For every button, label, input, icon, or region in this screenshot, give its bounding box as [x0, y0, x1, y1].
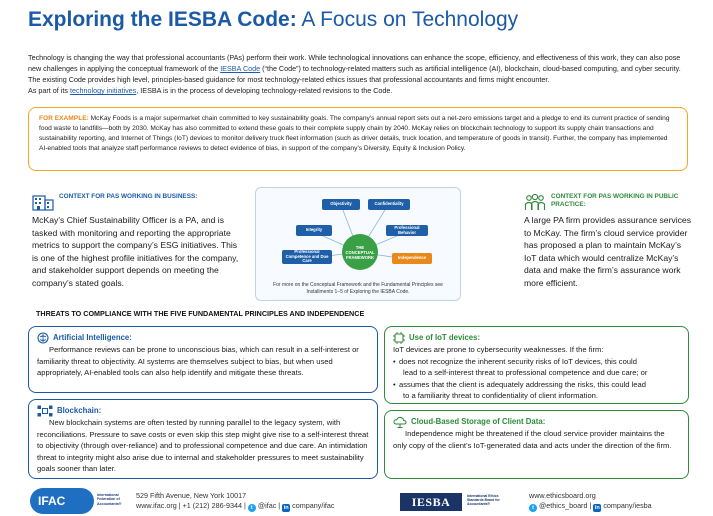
context-business — [32, 193, 242, 290]
cloud-card — [384, 410, 689, 479]
iesba-web[interactable]: www.ethicsboard.org — [529, 491, 596, 500]
ifac-contact-line: www.ifac.org | +1 (212) 286-9344 | t @ifac | in company/ifac — [136, 501, 335, 511]
blockchain-network-icon — [37, 405, 53, 417]
context-public-practice — [524, 193, 694, 290]
ai-heading: Artificial Intelligence: — [53, 333, 132, 342]
ifac-contact[interactable]: www.ifac.org | +1 (212) 286-9344 | — [136, 501, 246, 510]
iot-intro: IoT devices are prone to cybersecurity weaknesses. If the firm: — [393, 345, 604, 354]
iot-bullet-2-first: assumes that the client is adequately addressing the risks, this could lead — [399, 379, 646, 389]
diagram-box-independence: Independence — [392, 253, 432, 264]
ai-text-first: Performance reviews can be prone to unconscious bias, which can result in a — [49, 345, 309, 354]
ai-card — [28, 326, 378, 393]
ifac-logo-subtitle: International Federation of Accountants® — [97, 493, 122, 506]
blockchain-text — [37, 417, 369, 475]
intro-p2a-text: As part of its — [28, 86, 68, 95]
blockchain-card — [28, 399, 378, 479]
cloud-text-rest: maintains the only copy of the client’s IoT-generated data and acts under the direction of the firm. — [393, 429, 672, 450]
iesba-social-line — [529, 501, 652, 512]
ifac-twitter[interactable]: @ifac — [257, 501, 277, 510]
intro-p1b-text: (“the Code”) to technology-related matters such as artificial intelligence (AI), blockchain, cloud-based computing, and cyber security. The existing Code provides high level, principles-based guidance for most technology-related ethics issues that professional accountants and firms might encounter. — [28, 64, 681, 84]
diagram-caption: For more on the Conceptual Framework and the Fundamental Principles see Installments 1–5 of Exploring the IESBA Code. — [273, 282, 443, 295]
linkedin-icon[interactable]: in — [594, 505, 600, 511]
iot-bullet-1-first: does not recognize the inherent security risks of IoT devices, this could — [399, 356, 637, 366]
ifac-logo[interactable]: IFAC — [30, 488, 94, 514]
conceptual-framework-diagram — [255, 187, 461, 301]
diagram-box-professional-behavior: Professional Behavior — [386, 225, 428, 236]
iot-heading: Use of IoT devices: — [409, 333, 481, 342]
diagram-box-confidentiality: Confidentiality — [368, 199, 410, 210]
iot-bullet-1-rest: lead to a self-interest threat to professional competence and due care; or — [403, 368, 648, 378]
intro-text — [28, 52, 688, 96]
cloud-text — [393, 428, 680, 451]
page-title-light: A Focus on Technology — [301, 8, 519, 31]
blockchain-heading: Blockchain: — [57, 406, 102, 415]
intro-p1-text: Technology is changing the way that professional accountants (PAs) perform their work. While technological innovations can enhance the scope, efficiency, and effectiveness of this work, they can also pose new challenges in applying the conceptual framework of the — [28, 53, 681, 73]
iot-card — [384, 326, 689, 404]
ai-text-rest: self-interest or familiarity threat to objectivity. AI systems are themselves subject to bias, but when used appropriately, AI-enabled tools can also help identify and mitigate these threats. — [37, 345, 359, 378]
diagram-hub: THE CONCEPTUAL FRAMEWORK — [342, 234, 378, 270]
iot-bullet-2-rest: to a familiarity threat to confidentiality of client information. — [403, 391, 598, 401]
cloud-heading: Cloud-Based Storage of Client Data: — [411, 417, 546, 426]
blockchain-text-first: New blockchain systems are often tested by running parallel to the legacy — [49, 418, 297, 427]
iot-bullets — [393, 356, 680, 402]
ai-card-header — [37, 332, 369, 344]
context-practice-text: A large PA firm provides assurance services to McKay. The firm’s cloud service provider has proposed a plan to maintain McKay’s IoT data which would centralize McKay’s data and make the firm’s assurance work more efficient. — [524, 215, 692, 288]
iesba-linkedin[interactable]: company/iesba — [603, 501, 652, 510]
iesba-code-link[interactable]: IESBA Code — [220, 64, 261, 73]
page-title — [28, 8, 518, 32]
blockchain-card-header — [37, 405, 369, 417]
context-business-text: McKay’s Chief Sustainability Officer is a PA, and is tasked with monitoring and reporting the appropriate metrics to support the company’s ESG initiatives. This is one of the highest profile initiatives for the company, and stakeholder support depends on meeting the company’s stated goals. — [32, 215, 239, 288]
office-building-icon — [32, 193, 54, 211]
example-box — [28, 107, 688, 171]
example-text: McKay Foods is a major supermarket chain committed to key sustainability goals. The company’s annual report sets out a net-zero emissions target and a pledge to end its current practice of sending food waste to landfills—both by 2030. McKay has also committed to extend these goals to their complete supply chain by 2040. McKay relies on blockchain technology to support its supply chain transactions and sustainability reporting, and Internet of Things (IoT) devices to monitor delivery truck fleet information (such as driver details, truck location, and temperature of goods in transit). Further, the company has implemented AI-enabled tools that analyze staff performance reviews to detect evidence of bias, in support of the company’s Diversity, Equity & Inclusion Policy. — [39, 115, 670, 152]
context-business-heading-text: CONTEXT FOR PAS WORKING IN BUSINESS: — [59, 193, 198, 200]
iesba-twitter[interactable]: @ethics_board | — [539, 501, 592, 510]
context-practice-heading — [524, 193, 694, 211]
brain-icon — [37, 332, 49, 344]
iot-bullet — [393, 356, 680, 379]
ai-text — [37, 344, 369, 379]
footer — [0, 488, 713, 516]
intro-paragraph-2 — [28, 85, 688, 96]
ifac-linkedin[interactable]: company/ifac — [292, 501, 335, 510]
iot-bullet — [393, 379, 680, 402]
diagram-box-competence: Professional Competence and Due Care — [282, 250, 332, 264]
threats-title: THREATS TO COMPLIANCE WITH THE FIVE FUNDAMENTAL PRINCIPLES AND INDEPENDENCE — [36, 309, 365, 318]
technology-initiatives-link[interactable]: technology initiatives — [69, 86, 137, 95]
iot-device-icon — [393, 332, 405, 344]
iesba-logo[interactable]: IESBA — [400, 493, 462, 511]
iesba-logo-subtitle: International Ethics Standards Board for Accountants® — [467, 494, 500, 507]
cloud-storage-icon — [393, 416, 407, 428]
iot-card-header — [393, 332, 680, 344]
intro-paragraph-1 — [28, 52, 688, 85]
diagram-box-integrity: Integrity — [296, 225, 332, 236]
cloud-text-first: Independence might be threatened if the cloud service provider — [405, 429, 618, 438]
page-title-bold: Exploring the IESBA Code: — [28, 8, 297, 31]
context-practice-heading-text: CONTEXT FOR PAS WORKING IN PUBLIC PRACTICE: — [551, 193, 679, 208]
blockchain-text-rest: system, with reconciliations. Pressure to save costs or even skip this step might give rise to a self-interest threat to objectivity (through over-reliance) and to professional competence and due care. An intimidation threat to integrity might also arise due to internal and stakeholder pressures to meet sustainability goals sooner than later. — [37, 418, 369, 474]
diagram-box-objectivity: Objectivity — [322, 199, 360, 210]
cloud-card-header — [393, 416, 680, 428]
intro-p2b-text: , IESBA is in the process of developing technology-related revisions to the Code. — [136, 86, 393, 95]
example-label: FOR EXAMPLE: — [39, 115, 89, 122]
ifac-address: 529 Fifth Avenue, New York 10017 — [136, 491, 247, 500]
twitter-icon[interactable]: t — [248, 504, 256, 512]
people-group-icon — [524, 193, 546, 211]
context-business-heading — [32, 193, 242, 211]
twitter-icon[interactable]: t — [529, 504, 537, 512]
linkedin-icon[interactable]: in — [283, 505, 289, 511]
